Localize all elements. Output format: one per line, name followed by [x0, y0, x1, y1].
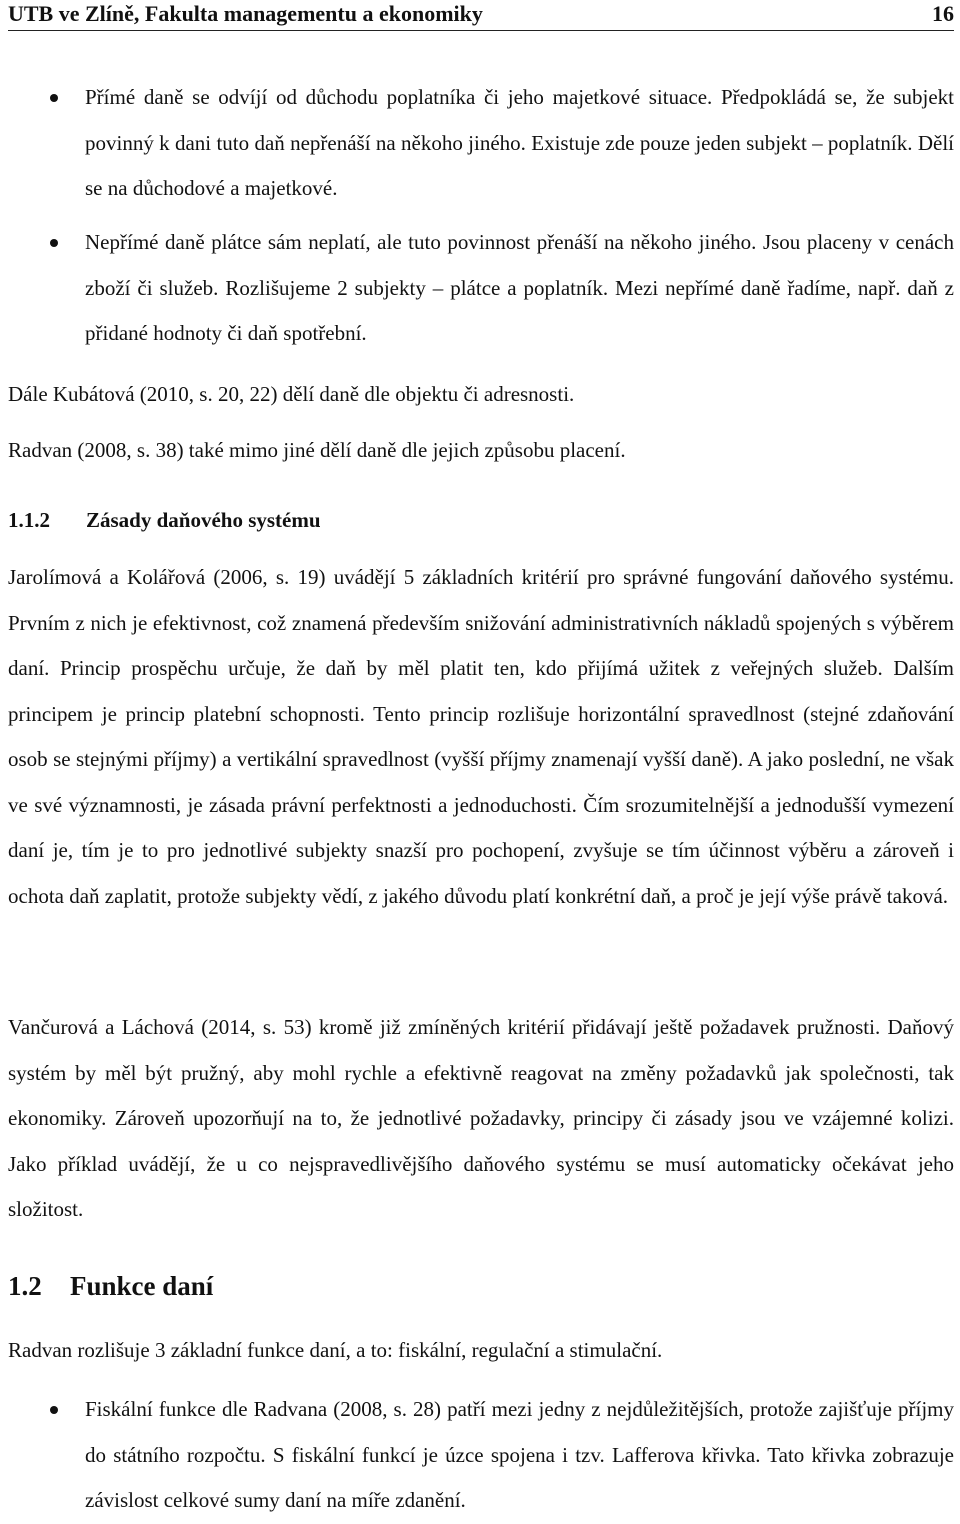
list-item-text: Fiskální funkce dle Radvana (2008, s. 28) patří mezi jedny z nejdůležitějších, protože zajišťuje příjmy do státního rozpočtu. S fiskální funkcí je úzce spojena i tzv. Lafferova křivka. Tato křivka zobrazuje závislost celkové sumy daní na míře zdanění.	[85, 1397, 954, 1512]
list-item-text: Přímé daně se odvíjí od důchodu poplatníka či jeho majetkové situace. Předpokládá se, že subjekt povinný k dani tuto daň nepřenáší na někoho jiného. Existuje zde pouze jeden subjekt – poplatník. Dělí se na důchodové a majetkové.	[85, 85, 954, 200]
list-item	[8, 1387, 954, 1514]
chapter-heading	[8, 1271, 213, 1302]
bullet-icon	[50, 94, 58, 102]
paragraph: Radvan rozlišuje 3 základní funkce daní, a to: fiskální, regulační a stimulační.	[8, 1338, 663, 1362]
list-item	[8, 75, 954, 212]
page-number: 16	[932, 1, 954, 26]
list-item-text: Nepřímé daně plátce sám neplatí, ale tuto povinnost přenáší na někoho jiného. Jsou placeny v cenách zboží či služeb. Rozlišujeme 2 subjekty – plátce a poplatník. Mezi nepřímé daně řadíme, např. daň z přidané hodnoty či daň spotřební.	[85, 230, 954, 345]
list-item	[8, 220, 954, 357]
paragraph: Dále Kubátová (2010, s. 20, 22) dělí daně dle objektu či adresnosti.	[8, 382, 575, 406]
paragraph: Jarolímová a Kolářová (2006, s. 19) uvádějí 5 základních kritérií pro správné fungování daňového systému. Prvním z nich je efektivnost, což znamená především snižování administrativních nákladů spojených s výběrem daní. Princip prospěchu určuje, že daň by měl platit ten, kdo přijímá užitek z veřejných služeb. Dalším principem je princip platební schopnosti. Tento princip rozlišuje horizontální spravedlnost (stejné zdaňování osob se stejnými příjmy) a vertikální spravedlnost (vyšší příjmy znamenají vyšší daně). A jako poslední, ne však ve své významnosti, je zásada právní perfektnosti a jednoduchosti. Čím srozumitelnější a jednodušší vymezení daní je, tím je to pro jednotlivé subjekty snazší pro pochopení, zvyšuje se tím účinnost výběru a zároveň i ochota daň zaplatit, protože subjekty vědí, z jakého důvodu platí konkrétní daň, a proč je její výše právě taková.	[8, 565, 954, 908]
section-number: 1.1.2	[8, 508, 50, 532]
bullet-icon	[50, 1406, 58, 1414]
paragraph: Radvan (2008, s. 38) také mimo jiné dělí daně dle jejich způsobu placení.	[8, 438, 626, 462]
section-heading	[8, 508, 321, 533]
paragraph: Vančurová a Láchová (2014, s. 53) kromě již zmíněných kritérií přidávají ještě požadavek pružnosti. Daňový systém by měl být pružný, aby mohl rychle a efektivně reagovat na změny požadavků jak společnosti, tak ekonomiky. Zároveň upozorňují na to, že jednotlivé požadavky, principy či zásady jsou ve vzájemné kolizi. Jako příklad uvádějí, že u co nejspravedlivějšího daňového systému se musí automaticky očekávat jeho složitost.	[8, 1015, 954, 1221]
bullet-icon	[50, 239, 58, 247]
page-header	[8, 0, 954, 31]
section-title: Funkce daní	[70, 1271, 214, 1301]
header-title: UTB ve Zlíně, Fakulta managementu a ekonomiky	[8, 1, 483, 26]
section-title: Zásady daňového systému	[86, 508, 321, 532]
section-number: 1.2	[8, 1271, 42, 1301]
